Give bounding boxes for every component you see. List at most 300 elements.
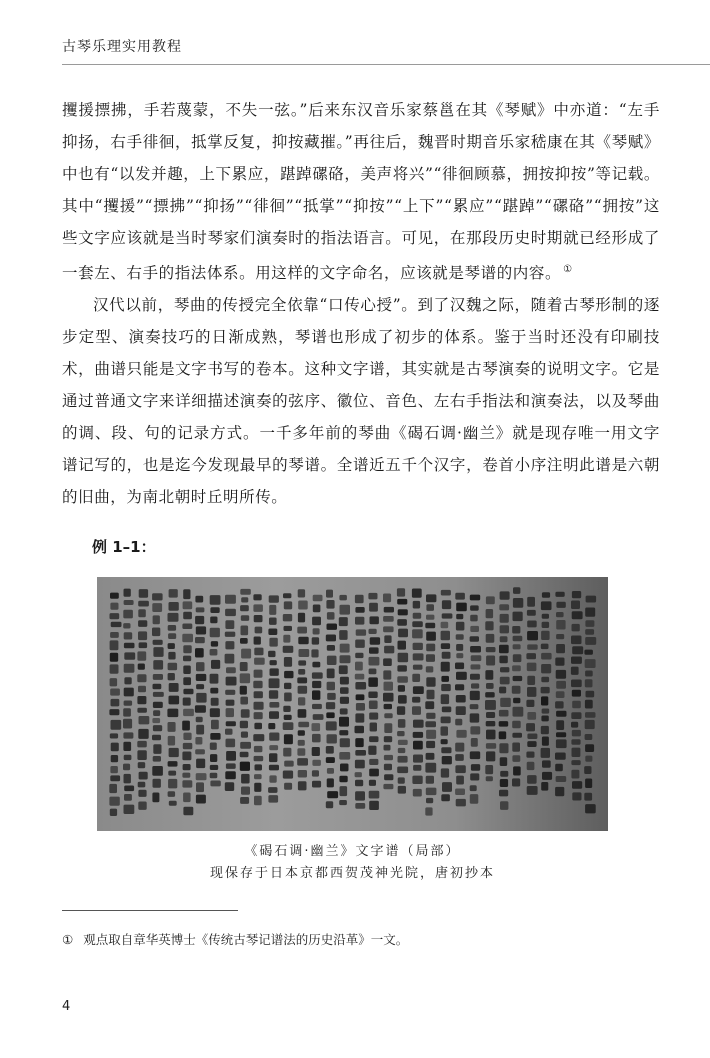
manuscript-glyph (196, 773, 207, 780)
manuscript-glyph (486, 712, 495, 718)
manuscript-glyph (254, 712, 263, 719)
manuscript-glyph (340, 738, 350, 747)
manuscript-glyph (369, 629, 377, 634)
manuscript-glyph (426, 788, 437, 796)
manuscript-glyph (512, 665, 521, 671)
manuscript-glyph (456, 695, 466, 703)
manuscript-glyph (110, 766, 118, 773)
manuscript-glyph (413, 613, 422, 619)
manuscript-glyph (169, 801, 177, 806)
manuscript-glyph (500, 771, 508, 777)
manuscript-glyph (526, 700, 534, 707)
manuscript-glyph (225, 782, 234, 791)
manuscript-glyph (471, 738, 478, 747)
manuscript-glyph (169, 696, 180, 705)
manuscript-glyph (413, 601, 420, 609)
manuscript-glyph (585, 620, 594, 627)
manuscript-glyph (298, 697, 305, 705)
manuscript-glyph (110, 653, 118, 662)
manuscript-glyph (369, 759, 378, 765)
manuscript-glyph (254, 756, 264, 761)
manuscript-glyph (312, 662, 320, 668)
manuscript-glyph (284, 626, 293, 631)
manuscript-glyph (327, 693, 336, 700)
manuscript-glyph (470, 785, 477, 791)
manuscript-glyph (527, 631, 538, 640)
manuscript-glyph (241, 615, 249, 621)
manuscript-glyph (527, 687, 536, 697)
manuscript-glyph (369, 780, 376, 786)
manuscript-glyph (183, 601, 193, 609)
manuscript-glyph (123, 742, 131, 751)
manuscript-glyph (456, 614, 463, 619)
manuscript-glyph (210, 765, 218, 770)
manuscript-glyph (168, 771, 176, 776)
manuscript-glyph (168, 633, 176, 639)
manuscript-glyph (283, 771, 293, 779)
manuscript-glyph (383, 693, 394, 702)
manuscript-glyph (398, 756, 408, 763)
manuscript-glyph (153, 710, 160, 716)
manuscript-glyph (512, 721, 521, 729)
manuscript-glyph (137, 696, 146, 704)
manuscript-glyph (182, 624, 192, 630)
manuscript-glyph (124, 664, 135, 673)
manuscript-glyph (284, 734, 293, 744)
manuscript-glyph (254, 796, 262, 806)
manuscript-glyph (500, 667, 509, 672)
manuscript-glyph (196, 674, 207, 681)
manuscript-glyph (384, 723, 392, 733)
manuscript-glyph (355, 726, 365, 734)
manuscript-glyph (182, 721, 190, 731)
manuscript-glyph (556, 612, 564, 617)
manuscript-glyph (284, 715, 292, 720)
manuscript-glyph (153, 725, 162, 731)
manuscript-glyph (268, 723, 275, 729)
manuscript-glyph (441, 662, 450, 672)
manuscript-glyph (442, 600, 451, 609)
manuscript-glyph (441, 768, 449, 777)
manuscript-glyph (527, 676, 535, 685)
manuscript-glyph (526, 752, 534, 758)
manuscript-glyph (485, 670, 493, 680)
manuscript-glyph (340, 708, 348, 714)
manuscript-glyph (195, 737, 202, 745)
manuscript-glyph (572, 748, 581, 757)
manuscript-glyph (571, 636, 582, 645)
manuscript-glyph (240, 686, 247, 695)
manuscript-glyph (442, 652, 451, 659)
manuscript-glyph (542, 614, 549, 619)
manuscript-glyph (572, 611, 583, 619)
manuscript-glyph (456, 622, 465, 631)
manuscript-glyph (138, 631, 147, 640)
manuscript-glyph (153, 779, 161, 788)
manuscript-glyph (298, 709, 307, 718)
paragraph-2: 汉代以前，琴曲的传授完全依靠“口传心授”。到了汉魏之际，随着古琴形制的逐步定型、演奏技巧的日渐成熟，琴谱也形成了初步的体系。鉴于当时还没有印刷技术，曲谱只能是文字书写的卷本。这种文字谱，其实就是古琴演奏的说明文字。它是通过普通文字来详细描述演奏的弦序、徽位、音色、左右手指法和演奏法，以及琴曲的调、段、句的记录方式。一千多年前的琴曲《碣石调·幽兰》就是现存唯一用文字谱记写的，也是迄今发现最早的琴谱。全谱近五千个汉字，卷首小序注明此谱是六朝的旧曲，为南北朝时丘明所传。 (62, 296, 660, 507)
manuscript-glyph (412, 776, 422, 784)
manuscript-glyph (195, 596, 203, 603)
manuscript-glyph (312, 760, 321, 766)
manuscript-glyph (513, 707, 524, 717)
manuscript-glyph (355, 595, 364, 604)
manuscript-glyph (124, 600, 134, 605)
manuscript-glyph (441, 643, 450, 649)
manuscript-glyph (512, 686, 521, 694)
manuscript-glyph (455, 765, 465, 773)
manuscript-glyph (152, 628, 160, 637)
manuscript-glyph (384, 682, 394, 691)
manuscript-glyph (268, 787, 277, 793)
manuscript-glyph (183, 807, 193, 815)
manuscript-glyph (571, 770, 579, 779)
manuscript-glyph (254, 637, 261, 645)
manuscript-glyph (572, 730, 581, 737)
manuscript-glyph (369, 701, 378, 710)
footnote (62, 930, 408, 948)
manuscript-glyph (139, 772, 148, 780)
manuscript-glyph (297, 748, 305, 756)
manuscript-glyph (441, 631, 450, 641)
manuscript-glyph (298, 730, 305, 736)
manuscript-glyph (340, 677, 349, 685)
manuscript-glyph (124, 786, 134, 792)
manuscript-glyph (456, 653, 463, 658)
manuscript-glyph (182, 752, 191, 761)
manuscript-glyph (254, 723, 262, 729)
manuscript-glyph (512, 733, 522, 738)
manuscript-glyph (512, 743, 520, 752)
manuscript-glyph (471, 683, 479, 688)
manuscript-glyph (297, 677, 307, 683)
manuscript-glyph (413, 653, 424, 660)
manuscript-glyph (355, 640, 365, 648)
manuscript-glyph (312, 770, 319, 776)
manuscript-glyph (210, 649, 218, 656)
manuscript-glyph (383, 594, 391, 603)
manuscript-glyph (283, 748, 291, 757)
manuscript-glyph (196, 607, 205, 612)
manuscript-glyph (138, 790, 146, 797)
manuscript-glyph (513, 598, 523, 608)
manuscript-glyph (470, 615, 478, 622)
manuscript-glyph (355, 617, 364, 625)
manuscript-glyph (470, 646, 481, 653)
manuscript-glyph (527, 712, 536, 720)
manuscript-glyph (168, 625, 176, 631)
manuscript-glyph (541, 716, 548, 722)
manuscript-glyph (456, 730, 466, 738)
manuscript-glyph (513, 644, 521, 649)
manuscript-glyph (585, 779, 592, 789)
manuscript-glyph (513, 676, 523, 681)
manuscript-glyph (168, 761, 178, 767)
manuscript-glyph (298, 601, 308, 610)
manuscript-glyph (327, 778, 334, 787)
manuscript-glyph (183, 666, 191, 675)
manuscript-glyph (226, 708, 234, 717)
manuscript-glyph (541, 782, 548, 791)
manuscript-glyph (397, 588, 405, 596)
manuscript-glyph (225, 690, 235, 695)
manuscript-glyph (369, 603, 378, 612)
manuscript-glyph (470, 674, 480, 680)
manuscript-glyph (383, 616, 394, 622)
manuscript-glyph (339, 630, 347, 640)
manuscript-glyph (168, 613, 179, 622)
manuscript-glyph (441, 747, 451, 753)
manuscript-glyph (124, 677, 131, 684)
manuscript-glyph (485, 692, 495, 697)
manuscript-glyph (196, 717, 203, 722)
manuscript-glyph (110, 640, 119, 650)
manuscript-glyph (240, 752, 249, 758)
manuscript-glyph (210, 617, 217, 624)
manuscript-glyph (139, 589, 148, 598)
manuscript-glyph (270, 668, 279, 676)
figure-caption-title: 《碣石调·幽兰》文字谱（局部） (244, 844, 461, 859)
manuscript-glyph (456, 776, 464, 785)
manuscript-glyph (541, 644, 549, 650)
manuscript-glyph (327, 645, 335, 651)
manuscript-glyph (326, 635, 336, 642)
manuscript-glyph (225, 641, 234, 649)
manuscript-glyph (455, 743, 464, 752)
manuscript-glyph (398, 641, 407, 650)
manuscript-glyph (425, 721, 436, 727)
manuscript-glyph (210, 754, 217, 762)
manuscript-glyph (137, 651, 146, 660)
manuscript-glyph (412, 706, 421, 715)
manuscript-glyph (312, 723, 321, 731)
manuscript-glyph (269, 605, 276, 615)
manuscript-glyph (169, 602, 179, 611)
manuscript-glyph (123, 708, 131, 716)
manuscript-glyph (139, 642, 148, 648)
manuscript-glyph (499, 731, 507, 739)
manuscript-glyph (254, 670, 263, 678)
manuscript-glyph (183, 689, 193, 695)
manuscript-glyph (384, 774, 393, 780)
manuscript-glyph (571, 722, 578, 728)
manuscript-glyph (297, 758, 308, 766)
manuscript-glyph (152, 766, 163, 776)
manuscript-glyph (355, 760, 365, 769)
manuscript-glyph (368, 593, 377, 600)
manuscript-glyph (153, 640, 163, 645)
manuscript-glyph (499, 687, 506, 694)
manuscript-glyph (541, 677, 549, 683)
manuscript-glyph (196, 693, 206, 703)
manuscript-glyph (211, 720, 219, 730)
manuscript-glyph (225, 729, 233, 735)
manuscript-glyph (225, 595, 236, 604)
manuscript-glyph (327, 734, 337, 743)
manuscript-glyph (124, 701, 133, 706)
manuscript-glyph (111, 743, 119, 752)
manuscript-glyph (442, 782, 452, 792)
manuscript-glyph (513, 654, 522, 662)
manuscript-glyph (312, 681, 321, 688)
manuscript-glyph (313, 605, 321, 613)
manuscript-glyph (269, 753, 277, 762)
manuscript-glyph (253, 681, 262, 689)
manuscript-glyph (196, 795, 206, 804)
manuscript-glyph (153, 615, 160, 624)
manuscript-glyph (397, 767, 408, 774)
manuscript-glyph (499, 721, 509, 727)
manuscript-glyph (527, 775, 537, 784)
manuscript-glyph (327, 791, 338, 798)
manuscript-glyph (138, 686, 146, 693)
manuscript-glyph (499, 790, 508, 797)
manuscript-glyph (327, 624, 338, 630)
manuscript-glyph (327, 669, 335, 679)
manuscript-glyph (196, 725, 204, 735)
manuscript-glyph (412, 674, 420, 682)
manuscript-glyph (470, 704, 479, 709)
footnote-text: 观点取自章华英博士《传统古琴记谱法的历史沿革》一文。 (83, 932, 409, 947)
manuscript-glyph (298, 637, 308, 645)
manuscript-glyph (123, 719, 132, 729)
manuscript-glyph (512, 778, 520, 786)
manuscript-glyph (326, 600, 334, 609)
manuscript-glyph (486, 683, 494, 689)
manuscript-glyph (369, 657, 380, 666)
manuscript-glyph (556, 776, 567, 782)
manuscript-glyph (397, 665, 407, 671)
manuscript-glyph (311, 649, 318, 657)
manuscript-glyph (284, 657, 292, 667)
footnote-reference[interactable]: ① (563, 264, 573, 275)
manuscript-glyph (384, 635, 391, 643)
manuscript-glyph (383, 670, 391, 679)
manuscript-glyph (426, 798, 433, 803)
manuscript-glyph (111, 755, 118, 762)
manuscript-glyph (398, 629, 408, 638)
manuscript-glyph (240, 721, 248, 728)
manuscript-glyph (426, 713, 435, 719)
manuscript-glyph (499, 645, 509, 654)
manuscript-glyph (226, 763, 236, 769)
manuscript-glyph (456, 706, 466, 715)
manuscript-glyph (512, 626, 520, 634)
manuscript-glyph (110, 603, 118, 610)
manuscript-glyph (138, 802, 146, 810)
manuscript-glyph (283, 706, 290, 712)
manuscript-glyph (585, 712, 596, 718)
manuscript-glyph (254, 746, 263, 752)
manuscript-glyph (456, 799, 466, 807)
manuscript-glyph (339, 752, 350, 760)
manuscript-glyph (397, 599, 407, 605)
manuscript-glyph (572, 646, 583, 654)
manuscript-glyph (169, 683, 179, 692)
manuscript-glyph (572, 701, 581, 709)
manuscript-glyph (572, 624, 580, 632)
manuscript-glyph (240, 697, 248, 705)
manuscript-glyph (572, 690, 581, 697)
manuscript-glyph (153, 684, 162, 690)
manuscript-glyph (339, 617, 348, 626)
manuscript-glyph (111, 720, 122, 730)
manuscript-glyph (499, 710, 509, 717)
manuscript-glyph (500, 801, 508, 810)
manuscript-glyph (182, 780, 192, 787)
manuscript-glyph (571, 601, 580, 610)
manuscript-glyph (527, 644, 538, 649)
manuscript-glyph (355, 738, 363, 747)
manuscript-glyph (183, 656, 191, 662)
manuscript-glyph (542, 737, 549, 746)
manuscript-glyph (470, 626, 479, 632)
manuscript-glyph (441, 717, 451, 724)
manuscript-glyph (226, 667, 236, 673)
manuscript-glyph (298, 589, 305, 597)
manuscript-glyph (269, 678, 280, 688)
manuscript-glyph (441, 794, 450, 801)
manuscript-glyph (541, 653, 552, 660)
manuscript-glyph (183, 709, 194, 716)
manuscript-glyph (124, 794, 132, 801)
manuscript-glyph (556, 602, 565, 608)
manuscript-glyph (556, 644, 565, 653)
manuscript-image (97, 577, 608, 831)
manuscript-glyph (585, 659, 596, 668)
manuscript-glyph (413, 732, 423, 738)
manuscript-glyph (555, 592, 564, 597)
manuscript-glyph (183, 743, 193, 749)
manuscript-glyph (269, 638, 277, 647)
manuscript-glyph (254, 615, 263, 622)
manuscript-glyph (426, 666, 434, 672)
manuscript-glyph (425, 763, 436, 773)
manuscript-glyph (384, 646, 394, 654)
manuscript-glyph (183, 764, 191, 770)
manuscript-glyph (268, 651, 275, 657)
manuscript-glyph (571, 760, 580, 765)
manuscript-glyph (555, 764, 563, 772)
manuscript-glyph (283, 614, 292, 621)
header-rule (62, 64, 710, 65)
manuscript-glyph (527, 786, 538, 795)
manuscript-glyph (426, 776, 434, 784)
manuscript-glyph (426, 604, 434, 611)
manuscript-glyph (340, 697, 349, 704)
manuscript-glyph (153, 692, 164, 697)
manuscript-glyph (210, 708, 220, 717)
manuscript-glyph (499, 656, 507, 664)
manuscript-glyph (355, 662, 363, 671)
manuscript-glyph (585, 720, 595, 729)
manuscript-glyph (412, 621, 423, 627)
manuscript-glyph (210, 674, 219, 684)
manuscript-glyph (500, 625, 509, 633)
manuscript-glyph (253, 604, 263, 612)
manuscript-glyph (152, 718, 160, 723)
manuscript-glyph (240, 762, 250, 771)
manuscript-glyph (312, 734, 321, 743)
manuscript-glyph (486, 721, 496, 726)
manuscript-glyph (397, 619, 407, 626)
manuscript-glyph (152, 735, 161, 741)
manuscript-glyph (584, 766, 591, 774)
manuscript-glyph (124, 589, 131, 597)
manuscript-glyph (339, 776, 347, 783)
manuscript-glyph (241, 787, 250, 795)
manuscript-glyph (355, 674, 365, 680)
